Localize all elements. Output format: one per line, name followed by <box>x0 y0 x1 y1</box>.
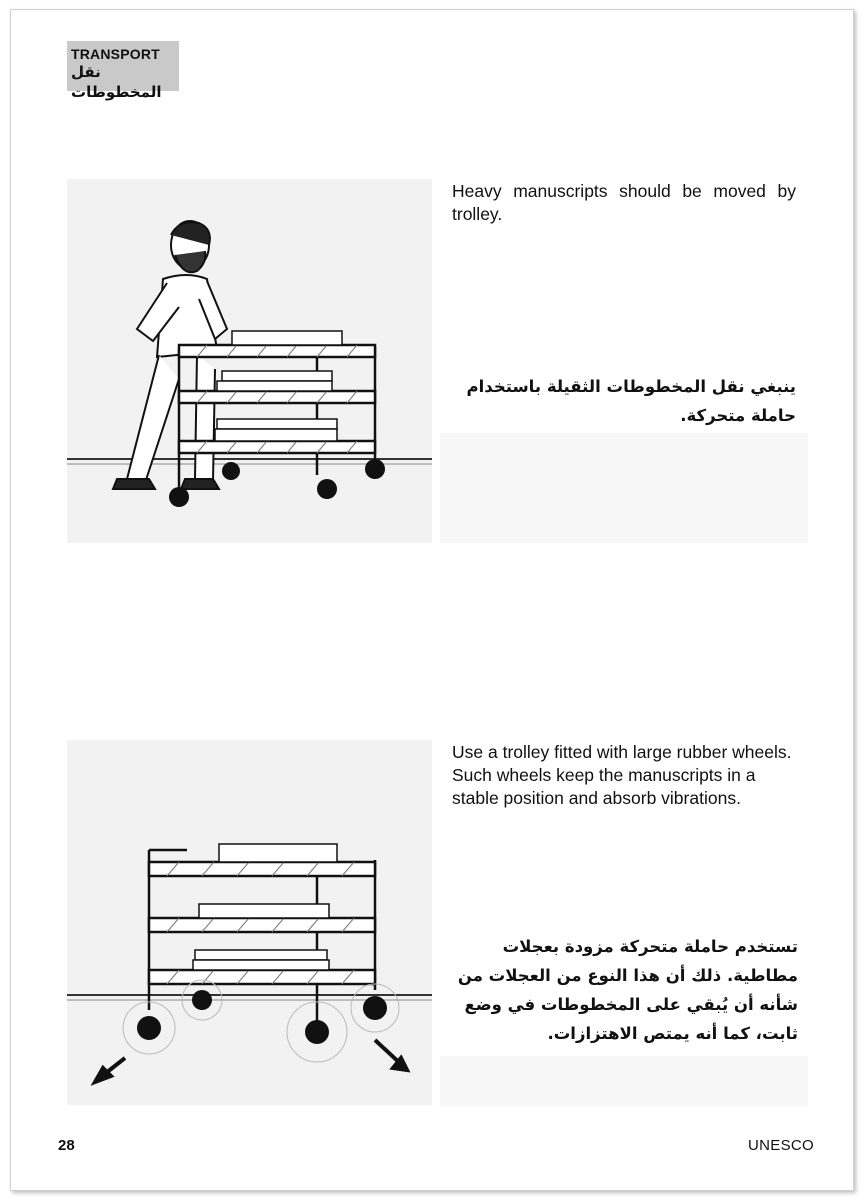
instruction-text-ar-1: ينبغي نقل المخطوطات الثقيلة باستخدام حاملة متحركة. <box>466 377 796 425</box>
trolley-frame-2 <box>149 850 375 1025</box>
instruction-text-en-1: Heavy manuscripts should be moved by trolley. <box>452 181 796 224</box>
text-background-1 <box>440 433 808 543</box>
text-background-2 <box>440 1056 808 1106</box>
illustration-trolley-rubber-wheels <box>67 740 432 1105</box>
trolley-drawing-1 <box>67 179 432 543</box>
publisher-name: UNESCO <box>748 1137 814 1154</box>
illustration-man-pushing-trolley <box>67 179 432 543</box>
trolley-drawing-2 <box>67 740 432 1105</box>
page-number: 28 <box>58 1137 75 1154</box>
section-label <box>67 41 179 101</box>
instruction-text-ar-2: تستخدم حاملة متحركة مزودة بعجلات مطاطية. ذلك أن هذا النوع من العجلات من شأنه أن يُبقي على المخطوطات في وضع ثابت، كما أنه يمتص الاهتزازات. <box>457 937 798 1043</box>
pointer-arrows <box>95 1040 407 1082</box>
wheel-highlight-circles <box>123 980 399 1062</box>
section-title-en: TRANSPORT <box>71 46 160 62</box>
rubber-wheels <box>137 990 387 1044</box>
section-title-ar: نقل المخطوطات <box>71 63 162 101</box>
instruction-text-en-2: Use a trolley fitted with large rubber wheels. Such wheels keep the manuscripts in a stable position and absorb vibrations. <box>452 742 792 808</box>
